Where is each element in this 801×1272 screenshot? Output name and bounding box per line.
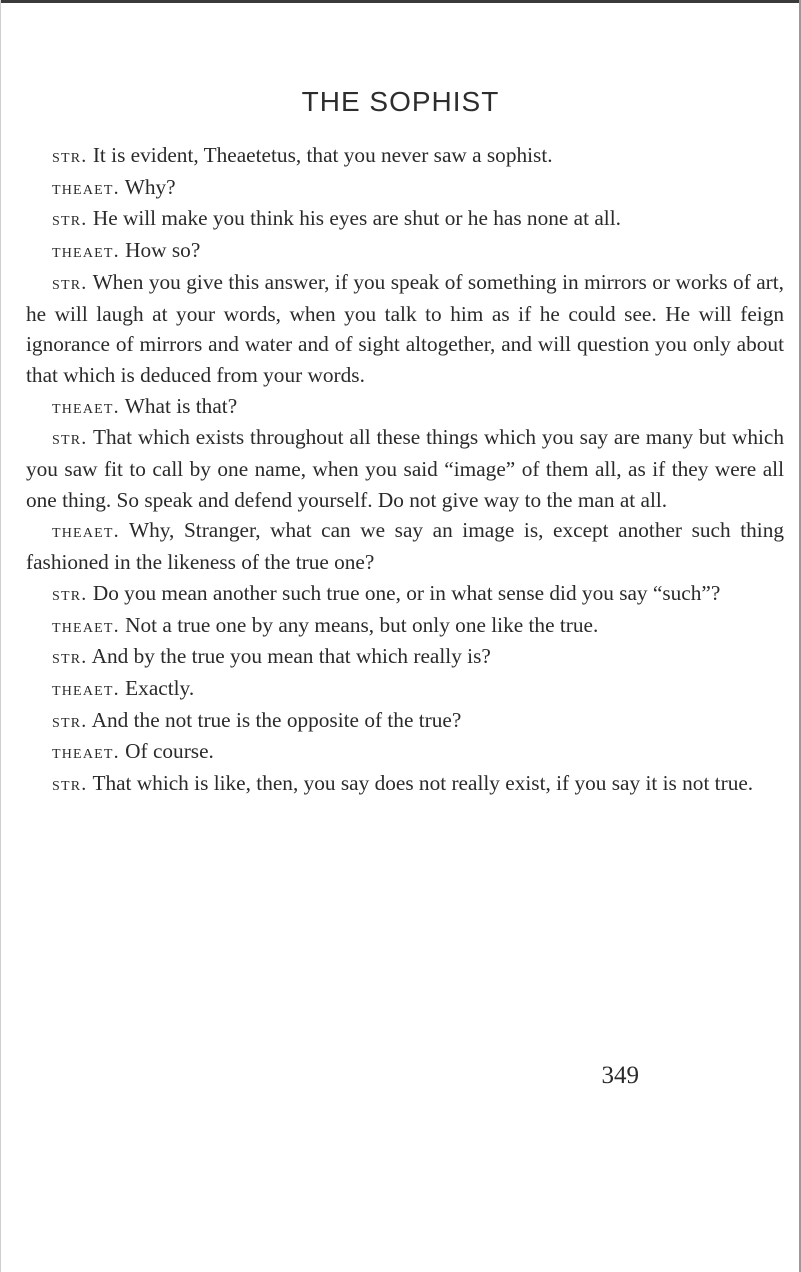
dialogue-line xyxy=(26,515,784,577)
speaker-label: theaet. xyxy=(52,677,120,700)
dialogue-line xyxy=(26,391,784,423)
dialogue-line xyxy=(26,267,784,391)
dialogue-line xyxy=(26,673,784,705)
speaker-label: str. xyxy=(52,709,88,732)
line-text: Of course. xyxy=(125,739,214,764)
line-text: It is evident, Theaetetus, that you never saw a sophist. xyxy=(92,143,553,167)
dialogue-line xyxy=(26,578,784,610)
speaker-label: str. xyxy=(52,427,88,450)
line-text: Why, Stranger, what can we say an image is, except another such thing fashioned in the likeness of the true one? xyxy=(26,518,784,575)
speaker-label: theaet. xyxy=(52,240,120,263)
line-text: When you give this answer, if you speak of something in mirrors or works of art, he will laugh at your words, when you talk to him as if he could see. He will feign ignorance of mirrors and water and of sight altogether, and will question you only about that which is deduced from your words. xyxy=(26,269,784,387)
running-title: THE SOPHIST xyxy=(301,86,500,117)
dialogue-line xyxy=(26,768,784,800)
dialogue-line xyxy=(26,641,784,673)
dialogue-line xyxy=(26,736,784,768)
line-text: That which is like, then, you say does not really exist, if you say it is not true. xyxy=(92,771,754,796)
line-text: And by the true you mean that which really is? xyxy=(91,644,491,669)
line-text: Why? xyxy=(124,174,176,199)
dialogue-line xyxy=(26,172,784,204)
speaker-label: str. xyxy=(52,271,88,294)
speaker-label: str. xyxy=(52,646,88,669)
dialogue-line xyxy=(26,610,784,642)
dialogue-line xyxy=(26,705,784,737)
dialogue-line xyxy=(26,203,784,235)
speaker-label: theaet. xyxy=(52,741,120,764)
speaker-label: str. xyxy=(52,582,88,605)
speaker-label: str. xyxy=(52,145,88,167)
dialogue-line xyxy=(26,235,784,267)
dialogue-line xyxy=(26,422,784,515)
line-text: Exactly. xyxy=(125,675,195,700)
line-text: What is that? xyxy=(124,393,238,418)
line-text: Not a true one by any means, but only one like the true. xyxy=(125,612,599,637)
line-text: He will make you think his eyes are shut or he has none at all. xyxy=(92,206,621,231)
speaker-label: theaet. xyxy=(52,176,120,199)
dialogue-line xyxy=(26,140,784,172)
line-text: And the not true is the opposite of the true? xyxy=(91,707,462,732)
line-text: Do you mean another such true one, or in what sense did you say “such”? xyxy=(92,580,721,605)
dialogue-body xyxy=(26,140,784,800)
speaker-label: theaet. xyxy=(52,395,120,418)
speaker-label: str. xyxy=(52,208,88,231)
page-top-edge xyxy=(0,0,801,3)
speaker-label: theaet. xyxy=(52,520,120,543)
page-left-edge xyxy=(0,0,1,1272)
page-number: 349 xyxy=(601,1062,639,1089)
speaker-label: theaet. xyxy=(52,614,120,637)
line-text: That which exists throughout all these things which you say are many but which you saw fit to call by one name, when you said “image” of them all, as if they were all one thing. So speak and defend yourself. Do not give way to the man at all. xyxy=(26,425,784,512)
line-text: How so? xyxy=(125,238,201,263)
speaker-label: str. xyxy=(52,773,88,796)
